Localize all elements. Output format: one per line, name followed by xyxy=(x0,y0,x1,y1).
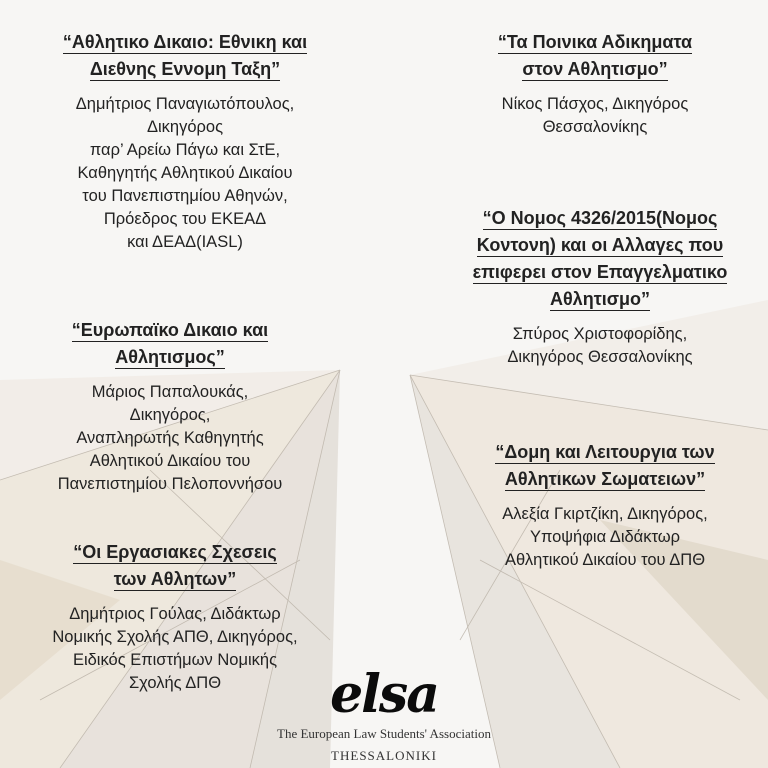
speaker-line: Δικηγόρος Θεσσαλονίκης xyxy=(507,348,693,366)
title-line: επιφερει στον Επαγγελματικο xyxy=(472,262,728,282)
speaker-line: Νίκος Πάσχος, Δικηγόρος xyxy=(501,95,689,113)
speaker-line: Αθλητικού Δικαίου του xyxy=(89,452,251,470)
speaker-line: Θεσσαλονίκης xyxy=(542,118,648,136)
logo-city: THESSALONIKI xyxy=(331,748,437,763)
title-line: “Ο Νομος 4326/2015(Νομος xyxy=(482,208,718,228)
speaker-line: του Πανεπιστημίου Αθηνών, xyxy=(82,187,288,205)
speaker-line: Υποψήφια Διδάκτωρ xyxy=(529,528,681,546)
session-title xyxy=(445,30,745,84)
speaker-line: Ειδικός Επιστήμων Νομικής xyxy=(72,651,278,669)
title-line: των Αθλητων” xyxy=(113,569,237,589)
speaker-line: παρ’ Αρείω Πάγω και ΣτΕ, xyxy=(89,141,281,159)
title-line: στον Αθλητισμο” xyxy=(522,59,668,79)
title-line: “Τα Ποινικα Αδικηματα xyxy=(497,32,693,52)
speaker-line: Δημήτριος Γούλας, Διδάκτωρ xyxy=(69,605,281,623)
speaker-line: Σπύρος Χριστοφορίδης, xyxy=(512,325,688,343)
session-title xyxy=(450,440,760,494)
title-line: Αθλητισμο” xyxy=(549,289,651,309)
title-line: “Οι Εργασιακες Σχεσεις xyxy=(73,542,277,562)
speaker-line: Δικηγόρος xyxy=(146,118,224,136)
speaker-info xyxy=(20,93,350,254)
left-session-2 xyxy=(20,318,320,496)
title-line: Διεθνης Εννομη Ταξη” xyxy=(89,59,281,79)
speaker-line: Αναπληρωτής Καθηγητής xyxy=(76,429,264,447)
speaker-line: Αθλητικού Δικαίου του ΔΠΘ xyxy=(504,551,706,569)
speaker-line: Δικηγόρος, xyxy=(129,406,211,424)
speaker-info xyxy=(450,503,760,572)
right-session-2 xyxy=(440,206,760,369)
speaker-line: Πανεπιστημίου Πελοποννήσου xyxy=(57,475,283,493)
speaker-info xyxy=(440,323,760,369)
session-title xyxy=(440,206,760,314)
session-title xyxy=(20,318,320,372)
right-session-3 xyxy=(450,440,760,572)
speaker-line: Αλεξία Γκιρτζίκη, Δικηγόρος, xyxy=(502,505,708,523)
speaker-line: και ΔΕΑΔ(IASL) xyxy=(127,233,243,251)
logo-subtitle: The European Law Students' Association xyxy=(277,726,491,741)
title-line: “Δομη και Λειτουργια των xyxy=(495,442,715,462)
speaker-line: Μάριος Παπαλουκάς, xyxy=(91,383,249,401)
speaker-info xyxy=(445,93,745,139)
left-session-1 xyxy=(20,30,350,254)
session-title xyxy=(20,30,350,84)
speaker-line: Σχολής ΔΠΘ xyxy=(128,674,222,692)
right-session-1 xyxy=(445,30,745,139)
title-line: “Αθλητικο Δικαιο: Εθνικη και xyxy=(62,32,308,52)
speaker-line: Καθηγητής Αθλητικού Δικαίου xyxy=(77,164,293,182)
title-line: Κοντονη) και οι Αλλαγες που xyxy=(476,235,724,255)
session-title xyxy=(20,540,330,594)
speaker-info xyxy=(20,381,320,496)
title-line: Αθλητισμος” xyxy=(115,347,225,367)
title-line: “Ευρωπαϊκο Δικαιο και xyxy=(71,320,269,340)
speaker-line: Δημήτριος Παναγιωτόπουλος, xyxy=(75,95,295,113)
speaker-line: Πρόεδρος του ΕΚΕΑΔ xyxy=(103,210,267,228)
speaker-line: Νομικής Σχολής ΑΠΘ, Δικηγόρος, xyxy=(52,628,298,646)
elsa-logo: elsa xyxy=(330,664,438,725)
title-line: Αθλητικων Σωματειων” xyxy=(504,469,706,489)
